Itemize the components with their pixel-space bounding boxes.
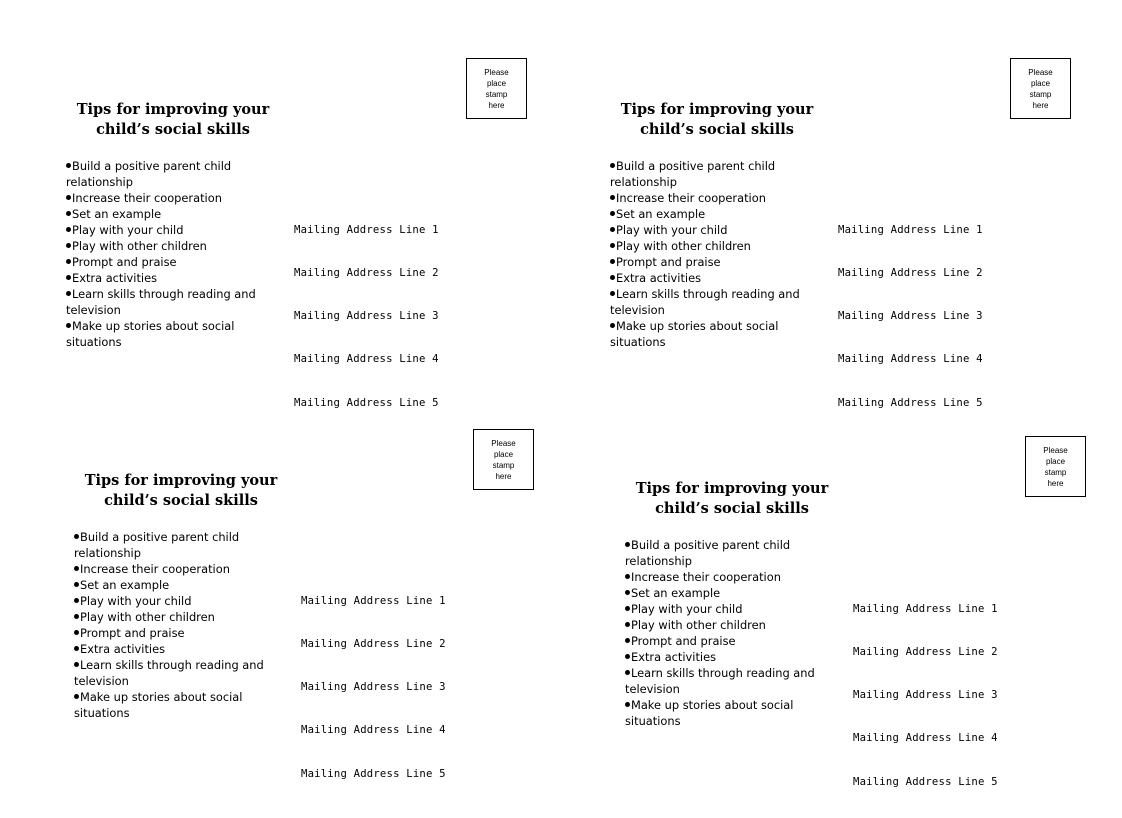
tip-item: Play with your child xyxy=(610,222,810,238)
tips-list xyxy=(74,529,274,721)
stamp-label: Please place stamp here xyxy=(1028,67,1053,110)
bullet-icon xyxy=(610,243,615,248)
tip-item: Learn skills through reading and television xyxy=(610,287,800,317)
tip-item: Play with your child xyxy=(625,601,825,617)
address-line: Mailing Address Line 3 xyxy=(294,310,439,323)
title-line-2: child’s social skills xyxy=(96,121,250,138)
bullet-icon xyxy=(625,606,630,611)
title-line-2: child’s social skills xyxy=(655,500,809,517)
bullet-icon xyxy=(625,654,630,659)
bullet-icon xyxy=(610,259,615,264)
address-line: Mailing Address Line 5 xyxy=(301,767,446,780)
tip-item: Play with your child xyxy=(66,222,266,238)
bullet-icon xyxy=(610,291,615,296)
address-line: Mailing Address Line 1 xyxy=(853,602,998,615)
title-line-2: child’s social skills xyxy=(104,492,258,509)
tips-list xyxy=(610,158,810,350)
card-title xyxy=(632,479,832,519)
address-line: Mailing Address Line 2 xyxy=(301,638,446,651)
address-line: Mailing Address Line 1 xyxy=(294,223,439,236)
tip-item: Extra activities xyxy=(74,641,274,657)
address-line: Mailing Address Line 2 xyxy=(853,646,998,659)
address-line: Mailing Address Line 5 xyxy=(294,396,439,409)
tip-item: Make up stories about social situations xyxy=(66,319,235,349)
tip-item: Increase their cooperation xyxy=(610,190,810,206)
address-line: Mailing Address Line 5 xyxy=(853,775,998,788)
address-line: Mailing Address Line 4 xyxy=(853,732,998,745)
bullet-icon xyxy=(74,662,79,667)
tip-item: Prompt and praise xyxy=(610,254,810,270)
title-line-1: Tips for improving your xyxy=(620,101,814,118)
tip-item: Build a positive parent child relationship xyxy=(74,530,240,560)
tip-item: Build a positive parent child relationship xyxy=(625,538,791,568)
bullet-icon xyxy=(625,670,630,675)
bullet-icon xyxy=(74,630,79,635)
card-title xyxy=(81,471,281,511)
bullet-icon xyxy=(610,227,615,232)
address-line: Mailing Address Line 2 xyxy=(838,267,983,280)
bullet-icon xyxy=(625,574,630,579)
card-title xyxy=(617,100,817,140)
tip-item: Extra activities xyxy=(66,270,266,286)
tip-item: Set an example xyxy=(66,206,266,222)
tip-item: Play with other children xyxy=(66,238,266,254)
bullet-icon xyxy=(610,163,615,168)
address-line: Mailing Address Line 4 xyxy=(838,353,983,366)
bullet-icon xyxy=(610,195,615,200)
bullet-icon xyxy=(610,323,615,328)
mailing-address xyxy=(838,194,983,439)
mailing-address xyxy=(301,565,446,810)
tip-item: Prompt and praise xyxy=(74,625,274,641)
bullet-icon xyxy=(74,534,79,539)
tip-item: Build a positive parent child relationship xyxy=(66,159,232,189)
tip-item: Set an example xyxy=(74,577,274,593)
address-line: Mailing Address Line 1 xyxy=(301,594,446,607)
title-line-1: Tips for improving your xyxy=(635,480,829,497)
tip-item: Increase their cooperation xyxy=(625,569,825,585)
tip-item: Play with other children xyxy=(610,238,810,254)
tip-item: Prompt and praise xyxy=(625,633,825,649)
tip-item: Make up stories about social situations xyxy=(610,319,779,349)
address-line: Mailing Address Line 1 xyxy=(838,223,983,236)
tip-item: Learn skills through reading and television xyxy=(625,666,815,696)
stamp-label: Please place stamp here xyxy=(484,67,509,110)
address-line: Mailing Address Line 4 xyxy=(301,724,446,737)
tip-item: Set an example xyxy=(625,585,825,601)
bullet-icon xyxy=(610,211,615,216)
bullet-icon xyxy=(625,542,630,547)
bullet-icon xyxy=(625,622,630,627)
bullet-icon xyxy=(625,638,630,643)
bullet-icon xyxy=(74,694,79,699)
tip-item: Learn skills through reading and television xyxy=(66,287,256,317)
stamp-box xyxy=(1010,58,1071,119)
address-line: Mailing Address Line 5 xyxy=(838,396,983,409)
address-line: Mailing Address Line 3 xyxy=(853,689,998,702)
address-line: Mailing Address Line 4 xyxy=(294,353,439,366)
tip-item: Make up stories about social situations xyxy=(74,690,243,720)
bullet-icon xyxy=(74,598,79,603)
bullet-icon xyxy=(74,614,79,619)
stamp-label: Please place stamp here xyxy=(1043,445,1068,488)
tip-item: Play with other children xyxy=(74,609,274,625)
bullet-icon xyxy=(74,566,79,571)
stamp-box xyxy=(1025,436,1086,497)
mailing-address xyxy=(853,573,998,818)
tips-list xyxy=(625,537,825,729)
bullet-icon xyxy=(610,275,615,280)
address-line: Mailing Address Line 3 xyxy=(301,681,446,694)
address-line: Mailing Address Line 3 xyxy=(838,310,983,323)
bullet-icon xyxy=(625,702,630,707)
bullet-icon xyxy=(74,646,79,651)
tip-item: Make up stories about social situations xyxy=(625,698,794,728)
tip-item: Build a positive parent child relationship xyxy=(610,159,776,189)
tip-item: Extra activities xyxy=(625,649,825,665)
tip-item: Play with your child xyxy=(74,593,274,609)
bullet-icon xyxy=(74,582,79,587)
tip-item: Set an example xyxy=(610,206,810,222)
stamp-label: Please place stamp here xyxy=(491,438,516,481)
tip-item: Increase their cooperation xyxy=(66,190,266,206)
bullet-icon xyxy=(625,590,630,595)
title-line-1: Tips for improving your xyxy=(76,101,270,118)
tip-item: Prompt and praise xyxy=(66,254,266,270)
title-line-1: Tips for improving your xyxy=(84,472,278,489)
tip-item: Play with other children xyxy=(625,617,825,633)
title-line-2: child’s social skills xyxy=(640,121,794,138)
tip-item: Increase their cooperation xyxy=(74,561,274,577)
address-line: Mailing Address Line 2 xyxy=(294,267,439,280)
tip-item: Extra activities xyxy=(610,270,810,286)
stamp-box xyxy=(473,429,534,490)
tip-item: Learn skills through reading and television xyxy=(74,658,264,688)
